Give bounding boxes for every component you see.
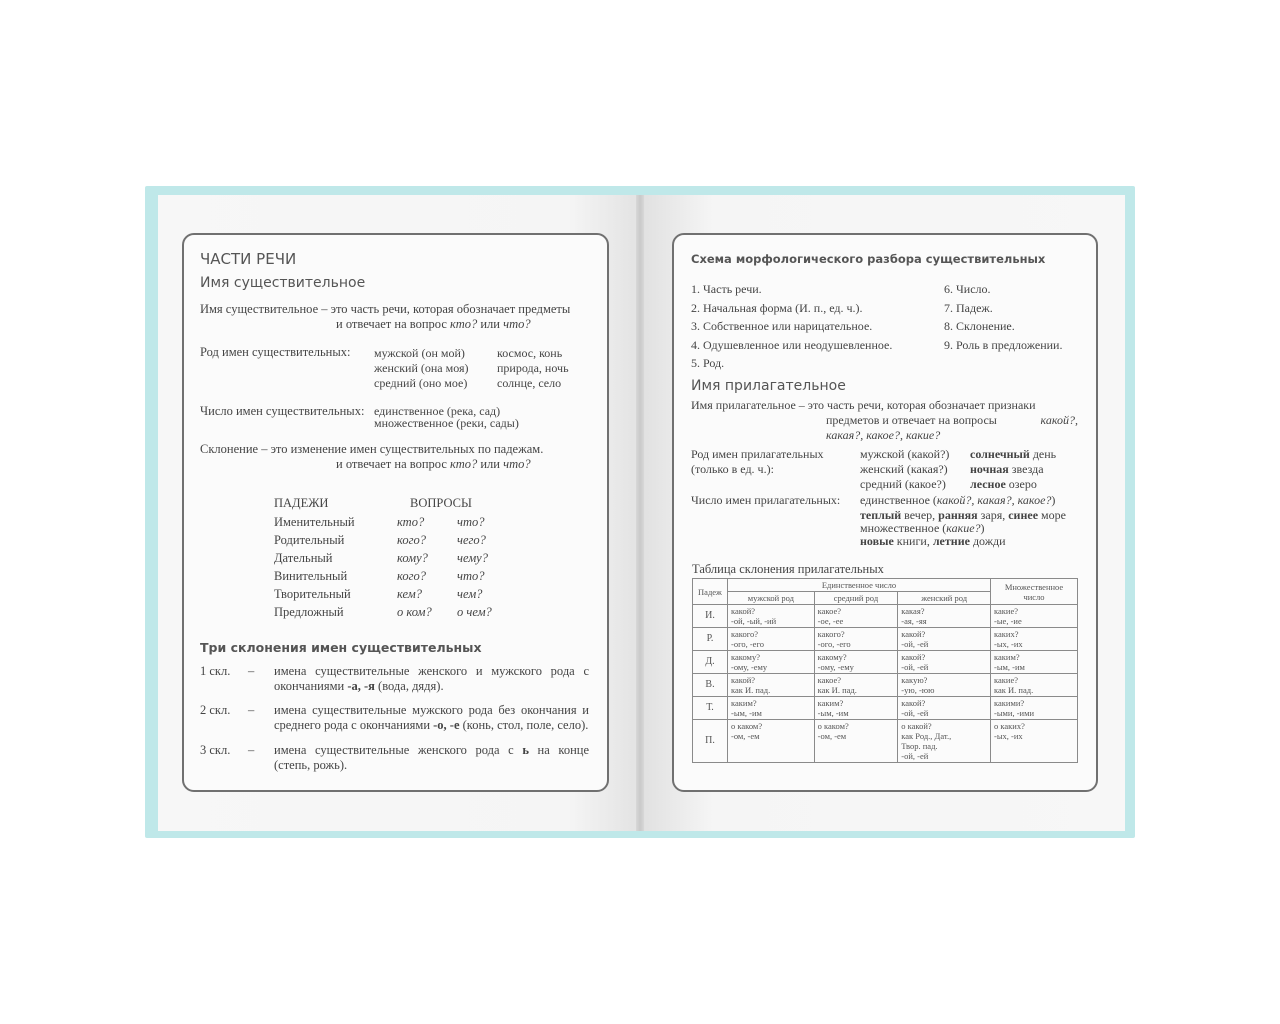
case-question: что? (457, 569, 485, 583)
table-row (693, 697, 1078, 720)
case-question: кто? (397, 515, 425, 529)
scheme-item: 2. Начальная форма (И. п., ед. ч.). (691, 300, 863, 315)
three-declensions-title: Три склонения имен существительных (200, 640, 482, 655)
case-name: Предложный (274, 605, 344, 619)
table-cell-line: какой? (731, 606, 756, 616)
decl1-text: имена существительные женского и мужского рода с окончаниями -а, -я (вода, дядя). (274, 664, 589, 693)
adj-gender-example: ночная звезда (970, 462, 1044, 476)
noun-number-label: Число имен существительных: (200, 404, 365, 418)
table-cell (898, 720, 991, 763)
table-cell-line: как И. пад. (994, 685, 1034, 695)
scheme-item: 8. Склонение. (944, 319, 1015, 333)
table-cell (814, 720, 898, 763)
cases-header: ПАДЕЖИ (274, 496, 329, 510)
table-cell-line: какое? (817, 606, 842, 616)
decl2-dash: – (248, 703, 255, 717)
decl2-label: 2 скл. (200, 703, 231, 717)
table-cell-line: -ом, -ем (817, 731, 847, 741)
header-masculine: мужской род (728, 592, 815, 605)
table-cell (898, 674, 991, 697)
table-cell-line: -ые, -ие (994, 616, 1022, 626)
table-cell-line: какие? (994, 675, 1018, 685)
case-question: о чем? (457, 605, 492, 619)
table-case-cell: И. (693, 605, 728, 628)
table-cell-line: -ая, -яя (901, 616, 927, 626)
table-cell (728, 674, 815, 697)
table-case-cell: Р. (693, 628, 728, 651)
table-cell-line: какого? (817, 629, 845, 639)
case-question: что? (457, 515, 485, 529)
adj-number-plural-examples: новые книги, летние дожди (860, 534, 1006, 548)
case-name: Именительный (274, 515, 355, 529)
table-cell (814, 697, 898, 720)
table-cell (898, 605, 991, 628)
section-title: ЧАСТИ РЕЧИ (200, 250, 297, 268)
decl1-dash: – (248, 664, 255, 678)
table-cell-line: -ым, -им (817, 708, 849, 718)
table-cell-line: как И. пад. (731, 685, 771, 695)
decl3-text: имена существительные женского рода с ь на конце (степь, рожь). (274, 743, 589, 772)
case-name: Винительный (274, 569, 348, 583)
table-cell (728, 651, 815, 674)
table-cell-line: -ой, -ей (901, 708, 929, 718)
table-cell (728, 628, 815, 651)
table-case-cell: Т. (693, 697, 728, 720)
declension-definition-line2: и отвечает на вопрос кто? или что? (336, 457, 531, 471)
case-question: чему? (457, 551, 488, 565)
adj-number-singular: единственное (какой?, какая?, какое?) (860, 493, 1056, 507)
table-cell-line: о каком? (731, 721, 763, 731)
header-feminine: женский род (898, 592, 991, 605)
table-cell-line: какое? (817, 675, 842, 685)
table-row (693, 674, 1078, 697)
adj-definition-line3: какая?, какое?, какие? (826, 428, 941, 442)
table-row (693, 628, 1078, 651)
table-cell (728, 697, 815, 720)
noun-subtitle: Имя существительное (200, 275, 366, 291)
adj-gender-form: средний (какое?) (860, 477, 946, 491)
case-question: о ком? (397, 605, 432, 619)
table-cell (898, 628, 991, 651)
case-name: Родительный (274, 533, 345, 547)
noun-gender-example: космос, конь (497, 346, 563, 360)
table-cell (991, 605, 1078, 628)
noun-gender-form: женский (она моя) (374, 361, 469, 375)
table-cell (728, 605, 815, 628)
table-cell-line: какому? (731, 652, 760, 662)
noun-gender-form: средний (оно мое) (374, 376, 468, 390)
table-cell (991, 628, 1078, 651)
table-cell (814, 674, 898, 697)
table-cell-line: каким? (817, 698, 844, 708)
table-cell (898, 697, 991, 720)
table-row (693, 720, 1078, 763)
noun-definition-line1: Имя существительное – это часть речи, которая обозначает предметы (200, 302, 571, 316)
table-cell-line: -ых, -их (994, 639, 1023, 649)
table-cell-line: какой? (731, 675, 756, 685)
header-singular: Единственное число (728, 579, 991, 592)
table-cell-line: -ого, -его (817, 639, 851, 649)
table-cell-line: какую? (901, 675, 928, 685)
table-cell-line: -ых, -их (994, 731, 1023, 741)
scheme-item: 1. Часть речи. (691, 282, 762, 296)
table-cell-line: какой? (901, 629, 926, 639)
adj-gender-form: мужской (какой?) (860, 447, 950, 461)
case-question: кого? (397, 533, 426, 547)
adj-definition-line2: предметов и отвечает на вопросы какой?, (826, 413, 1078, 427)
table-cell (991, 651, 1078, 674)
table-cell-line: какой? (901, 698, 926, 708)
adj-gender-example: лесное озеро (970, 477, 1037, 491)
decl3-label: 3 скл. (200, 743, 231, 757)
case-name: Дательный (274, 551, 333, 565)
scheme-title: Схема морфологического разбора существительных (691, 252, 1046, 266)
table-row (693, 605, 1078, 628)
scheme-item: 6. Число. (944, 282, 991, 296)
table-cell (991, 674, 1078, 697)
scheme-item: 7. Падеж. (944, 300, 993, 315)
table-cell-line: -ой, -ый, -ий (731, 616, 777, 626)
adj-gender-label: Род имен прилагательных (691, 447, 824, 461)
table-cell-line: о каком? (817, 721, 849, 731)
table-cell-line: -ом, -ем (731, 731, 760, 741)
table-cell-line: Твор. пад. (901, 741, 938, 751)
table-row (693, 651, 1078, 674)
case-question: кому? (397, 551, 428, 565)
table-cell-line: о какой? (901, 721, 932, 731)
table-cell-line: -ой, -ей (901, 751, 929, 761)
table-cell-line: каким? (994, 652, 1020, 662)
adjective-declension-table (692, 578, 1078, 763)
case-name: Творительный (274, 587, 351, 601)
table-cell (814, 605, 898, 628)
table-cell-line: -ую, -юю (901, 685, 935, 695)
table-cell-line: -ым, -им (994, 662, 1025, 672)
table-cell-line: какому? (817, 652, 847, 662)
table-cell-line: каким? (731, 698, 757, 708)
table-cell-line: какого? (731, 629, 759, 639)
table-cell-line: как И. пад. (817, 685, 857, 695)
adj-gender-label-note: (только в ед. ч.): (691, 462, 774, 476)
table-cell-line: как Род., Дат., (901, 731, 952, 741)
table-cell-line: -ым, -им (731, 708, 762, 718)
adj-number-label: Число имен прилагательных: (691, 493, 841, 507)
table-cell-line: -ой, -ей (901, 639, 929, 649)
decl2-text: имена существительные мужского рода без окончания и среднего рода с окончаниями -о, -е (конь, стол, поле, село). (274, 703, 589, 732)
case-question: кого? (397, 569, 426, 583)
table-cell (898, 651, 991, 674)
table-cell-line: -ого, -его (731, 639, 764, 649)
adj-number-singular-examples: теплый вечер, ранняя заря, синее море (860, 508, 1066, 522)
table-cell-line: какие? (994, 606, 1018, 616)
decl3-dash: – (248, 743, 255, 757)
noun-number-form: единственное (река, сад) (374, 404, 501, 418)
table-cell (991, 697, 1078, 720)
table-cell-line: какими? (994, 698, 1025, 708)
table-cell-line: о каких? (994, 721, 1025, 731)
case-question: чего? (457, 533, 486, 547)
book-spine-gutter (636, 195, 644, 831)
header-plural: Множественное число (991, 579, 1078, 605)
header-neuter: средний род (814, 592, 898, 605)
table-cell-line: -ой, -ей (901, 662, 929, 672)
table-cell-line: -ое, -ее (817, 616, 844, 626)
table-header-row (693, 579, 1078, 592)
adj-definition-line1: Имя прилагательное – это часть речи, которая обозначает признаки (691, 398, 1036, 412)
table-cell (991, 720, 1078, 763)
adjective-title: Имя прилагательное (691, 378, 846, 394)
table-cell (814, 628, 898, 651)
case-question: чем? (457, 587, 483, 601)
questions-header: ВОПРОСЫ (410, 496, 472, 510)
noun-gender-label: Род имен существительных: (200, 345, 351, 359)
adj-gender-example: солнечный день (970, 447, 1057, 461)
table-cell-line: какой? (901, 652, 926, 662)
scheme-item: 4. Одушевленное или неодушевленное. (691, 337, 893, 352)
scheme-item: 5. Род. (691, 356, 725, 370)
table-cell-line: -ому, -ему (817, 662, 854, 672)
table-cell-line: -ыми, -ими (994, 708, 1035, 718)
table-cell (814, 651, 898, 674)
scheme-item: 9. Роль в предложении. (944, 337, 1063, 352)
scheme-item: 3. Собственное или нарицательное. (691, 319, 873, 333)
table-case-cell: Д. (693, 651, 728, 674)
table-case-cell: П. (693, 720, 728, 763)
header-case: Падеж (693, 579, 728, 605)
adj-number-plural: множественное (какие?) (860, 521, 985, 535)
table-cell-line: -ому, -ему (731, 662, 768, 672)
decl1-label: 1 скл. (200, 664, 231, 678)
table-cell (728, 720, 815, 763)
noun-number-form: множественное (реки, сады) (374, 416, 519, 430)
table-cell-line: какая? (901, 606, 925, 616)
table-case-cell: В. (693, 674, 728, 697)
declension-table-title: Таблица склонения прилагательных (692, 562, 884, 576)
noun-gender-form: мужской (он мой) (374, 346, 465, 360)
noun-gender-example: природа, ночь (497, 361, 569, 375)
table-cell-line: каких? (994, 629, 1019, 639)
declension-definition-line1: Склонение – это изменение имен существительных по падежам. (200, 442, 544, 456)
adj-gender-form: женский (какая?) (860, 462, 948, 476)
noun-gender-example: солнце, село (497, 376, 562, 390)
case-question: кем? (397, 587, 422, 601)
noun-definition-line2: и отвечает на вопрос кто? или что? (336, 317, 531, 331)
